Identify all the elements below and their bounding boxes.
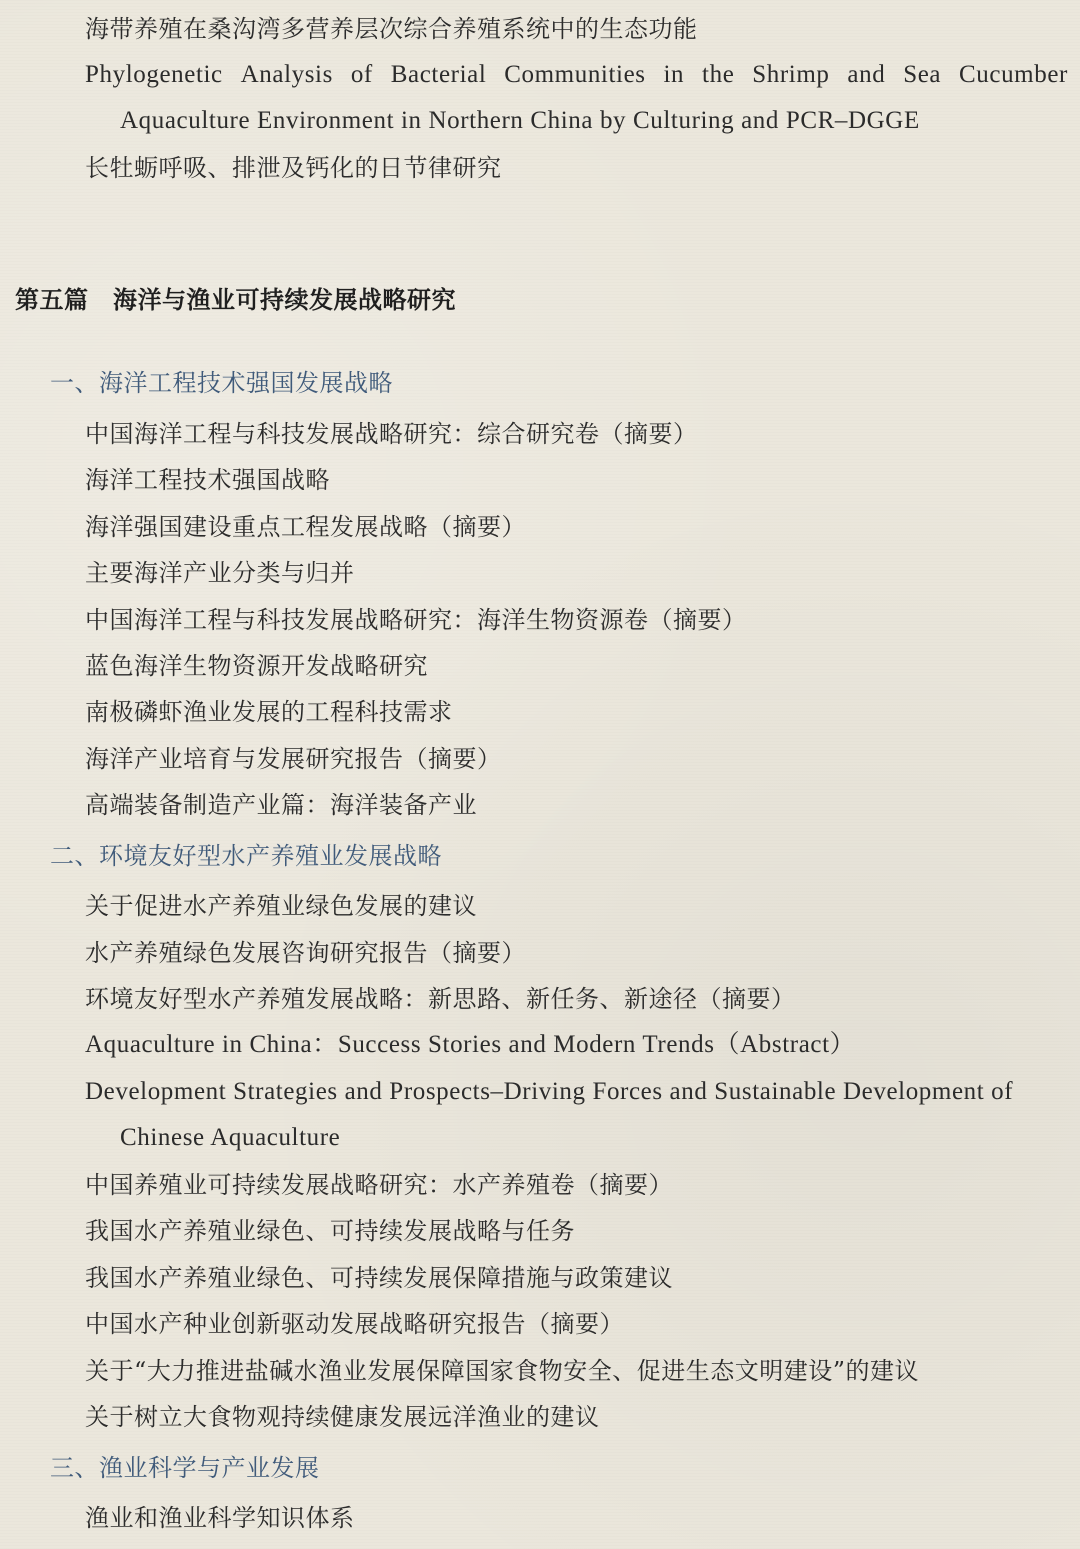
toc-item-english: Development Strategies and Prospects–Driving Forces and Sustainable Development of	[85, 1078, 1014, 1105]
toc-item: 海洋产业培育与发展研究报告（摘要）	[85, 745, 502, 773]
toc-item: 长牡蛎呼吸、排泄及钙化的日节律研究	[85, 154, 502, 182]
toc-item: 海洋工程技术强国战略	[85, 466, 330, 494]
toc-item: 中国海洋工程与科技发展战略研究：海洋生物资源卷（摘要）	[85, 606, 747, 634]
toc-item-english: Aquaculture in China：Success Stories and Modern Trends（Abstract）	[85, 1031, 856, 1058]
toc-word: the	[702, 61, 735, 88]
toc-word: Cucumber	[959, 61, 1068, 88]
toc-word: of	[350, 61, 373, 88]
toc-item-continuation: Aquaculture Environment in Northern China by Culturing and PCR–DGGE	[120, 107, 920, 134]
toc-item: 关于促进水产养殖业绿色发展的建议	[85, 892, 477, 920]
toc-item: 海带养殖在桑沟湾多营养层次综合养殖系统中的生态功能	[85, 15, 698, 43]
toc-item: 关于“大力推进盐碱水渔业发展保障国家食物安全、促进生态文明建设”的建议	[85, 1357, 920, 1385]
toc-item-english	[85, 60, 1068, 90]
toc-item-continuation: Chinese Aquaculture	[120, 1124, 341, 1151]
toc-word: and	[847, 61, 886, 88]
toc-word: in	[663, 61, 685, 88]
toc-word: Communities	[504, 61, 646, 88]
toc-item: 主要海洋产业分类与归并	[85, 559, 355, 587]
toc-word: Bacterial	[390, 61, 487, 88]
toc-item: 海洋强国建设重点工程发展战略（摘要）	[85, 513, 526, 541]
toc-item: 高端装备制造产业篇：海洋装备产业	[85, 791, 477, 819]
toc-item: 中国水产种业创新驱动发展战略研究报告（摘要）	[85, 1310, 624, 1338]
section-heading: 三、渔业科学与产业发展	[50, 1454, 320, 1482]
section-heading: 二、环境友好型水产养殖业发展战略	[50, 842, 442, 870]
toc-item: 中国海洋工程与科技发展战略研究：综合研究卷（摘要）	[85, 420, 698, 448]
toc-item: 关于树立大食物观持续健康发展远洋渔业的建议	[85, 1403, 600, 1431]
toc-word: Analysis	[240, 61, 333, 88]
section-heading: 一、海洋工程技术强国发展战略	[50, 369, 393, 397]
toc-item: 我国水产养殖业绿色、可持续发展战略与任务	[85, 1217, 575, 1245]
toc-item: 中国养殖业可持续发展战略研究：水产养殖卷（摘要）	[85, 1171, 673, 1199]
part-title: 第五篇 海洋与渔业可持续发展战略研究	[15, 286, 456, 314]
toc-word: Phylogenetic	[85, 61, 223, 88]
toc-word: Sea	[903, 61, 942, 88]
toc-item: 我国水产养殖业绿色、可持续发展保障措施与政策建议	[85, 1264, 673, 1292]
toc-item: 水产养殖绿色发展咨询研究报告（摘要）	[85, 939, 526, 967]
toc-item: 渔业和渔业科学知识体系	[85, 1504, 355, 1532]
toc-item: 蓝色海洋生物资源开发战略研究	[85, 652, 428, 680]
toc-item: 环境友好型水产养殖发展战略：新思路、新任务、新途径（摘要）	[85, 985, 796, 1013]
toc-item: 南极磷虾渔业发展的工程科技需求	[85, 698, 453, 726]
toc-word: Shrimp	[752, 61, 830, 88]
